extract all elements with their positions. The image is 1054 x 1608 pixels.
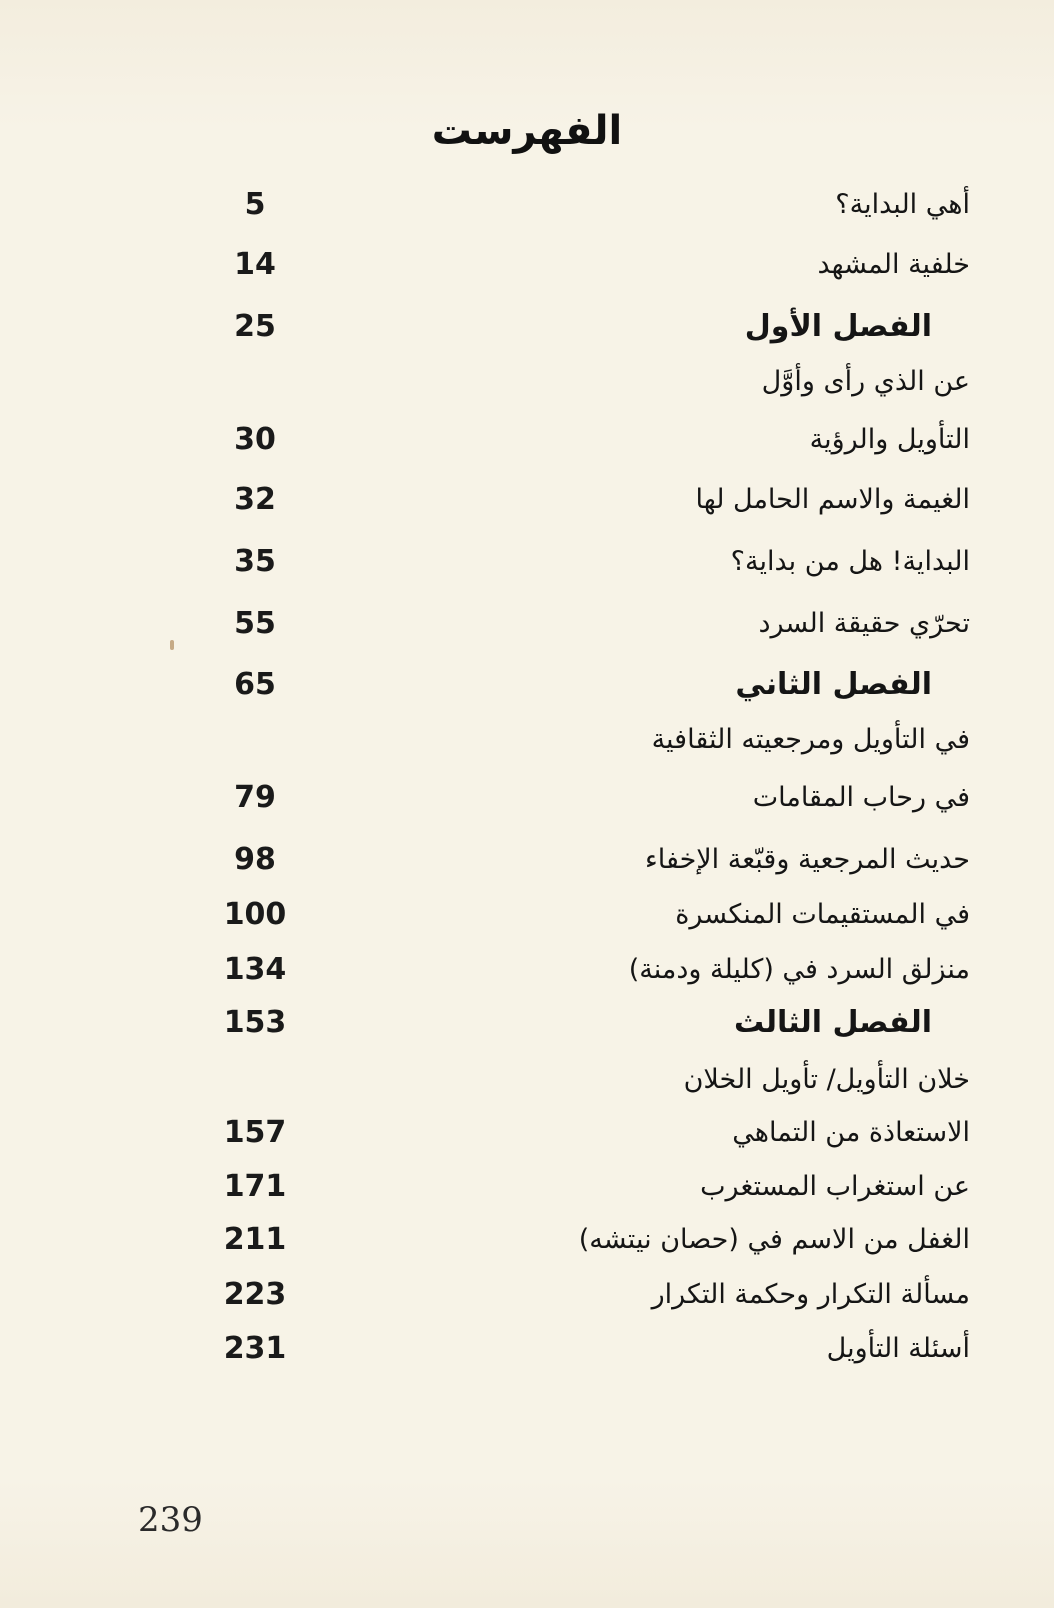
- toc-page-number: 153: [223, 1005, 287, 1040]
- toc-entry-title: مسألة التكرار وحكمة التكرار: [651, 1279, 970, 1310]
- toc-entry-title: الفصل الثالث: [733, 1005, 932, 1040]
- toc-entry-title: عن الذي رأى وأوَّل: [761, 366, 970, 397]
- toc-entry-title: أهي البداية؟: [835, 189, 970, 220]
- toc-entry: [0, 420, 1054, 460]
- toc-page-number: 157: [223, 1115, 287, 1150]
- toc-entry-title: في المستقيمات المنكسرة: [675, 899, 970, 930]
- toc-entry: [0, 720, 1054, 760]
- toc-entry-title: الفصل الثاني: [735, 667, 932, 702]
- page-title: الفهرست: [431, 108, 623, 154]
- toc-page-number: 55: [234, 606, 276, 641]
- toc-page-number: 98: [234, 842, 276, 877]
- toc-chapter-heading: [0, 665, 1054, 705]
- toc-entry: [0, 604, 1054, 644]
- toc-page-number: 171: [223, 1169, 287, 1204]
- toc-entry: [0, 895, 1054, 935]
- toc-entry-title: منزلق السرد في (كليلة ودمنة): [628, 954, 970, 985]
- toc-entry: [0, 1275, 1054, 1315]
- page-number: 239: [138, 1500, 203, 1540]
- toc-entry-title: حديث المرجعية وقبّعة الإخفاء: [645, 844, 970, 875]
- toc-page-number: 100: [223, 897, 287, 932]
- toc-page-number: 25: [234, 309, 276, 344]
- toc-entry-title: عن استغراب المستغرب: [700, 1171, 970, 1202]
- toc-page-number: 134: [223, 952, 287, 987]
- toc-entry-title: الغيمة والاسم الحامل لها: [695, 484, 970, 515]
- toc-page-number: 14: [234, 247, 276, 282]
- toc-entry: [0, 185, 1054, 225]
- toc-page-number: 65: [234, 667, 276, 702]
- toc-entry-title: خلفية المشهد: [817, 249, 970, 280]
- toc-entry-title: تحرّي حقيقة السرد: [758, 608, 970, 639]
- toc-entry-title: الغفل من الاسم في (حصان نيتشه): [578, 1224, 970, 1255]
- toc-entry-title: التأويل والرؤية: [809, 424, 970, 455]
- toc-entry: [0, 480, 1054, 520]
- toc-entry: [0, 1329, 1054, 1369]
- toc-entry: [0, 778, 1054, 818]
- toc-entry-title: الفصل الأول: [744, 309, 932, 344]
- toc-entry: [0, 542, 1054, 582]
- toc-entry-title: أسئلة التأويل: [826, 1333, 970, 1364]
- toc-entry-title: في التأويل ومرجعيته الثقافية: [651, 724, 970, 755]
- toc-chapter-heading: [0, 1003, 1054, 1043]
- toc-entry: [0, 245, 1054, 285]
- toc-entry: [0, 1060, 1054, 1100]
- toc-entry: [0, 1167, 1054, 1207]
- toc-entry: [0, 840, 1054, 880]
- toc-entry-title: البداية! هل من بداية؟: [730, 546, 970, 577]
- toc-chapter-heading: [0, 307, 1054, 347]
- toc-page-number: 35: [234, 544, 276, 579]
- toc-entry-title: في رحاب المقامات: [752, 782, 970, 813]
- toc-entry: [0, 950, 1054, 990]
- paper-speck: [170, 640, 174, 650]
- toc-page-number: 5: [244, 187, 266, 222]
- toc-entry: [0, 1113, 1054, 1153]
- toc-page-number: 79: [234, 780, 276, 815]
- toc-page-number: 231: [223, 1331, 287, 1366]
- toc-page-number: 30: [234, 422, 276, 457]
- toc-entry-title: خلان التأويل/ تأويل الخلان: [683, 1064, 970, 1095]
- toc-entry-title: الاستعاذة من التماهي: [732, 1117, 970, 1148]
- toc-entry: [0, 362, 1054, 402]
- toc-page-number: 32: [234, 482, 276, 517]
- toc-page-number: 223: [223, 1277, 287, 1312]
- toc-entry: [0, 1220, 1054, 1260]
- toc-page-number: 211: [223, 1222, 287, 1257]
